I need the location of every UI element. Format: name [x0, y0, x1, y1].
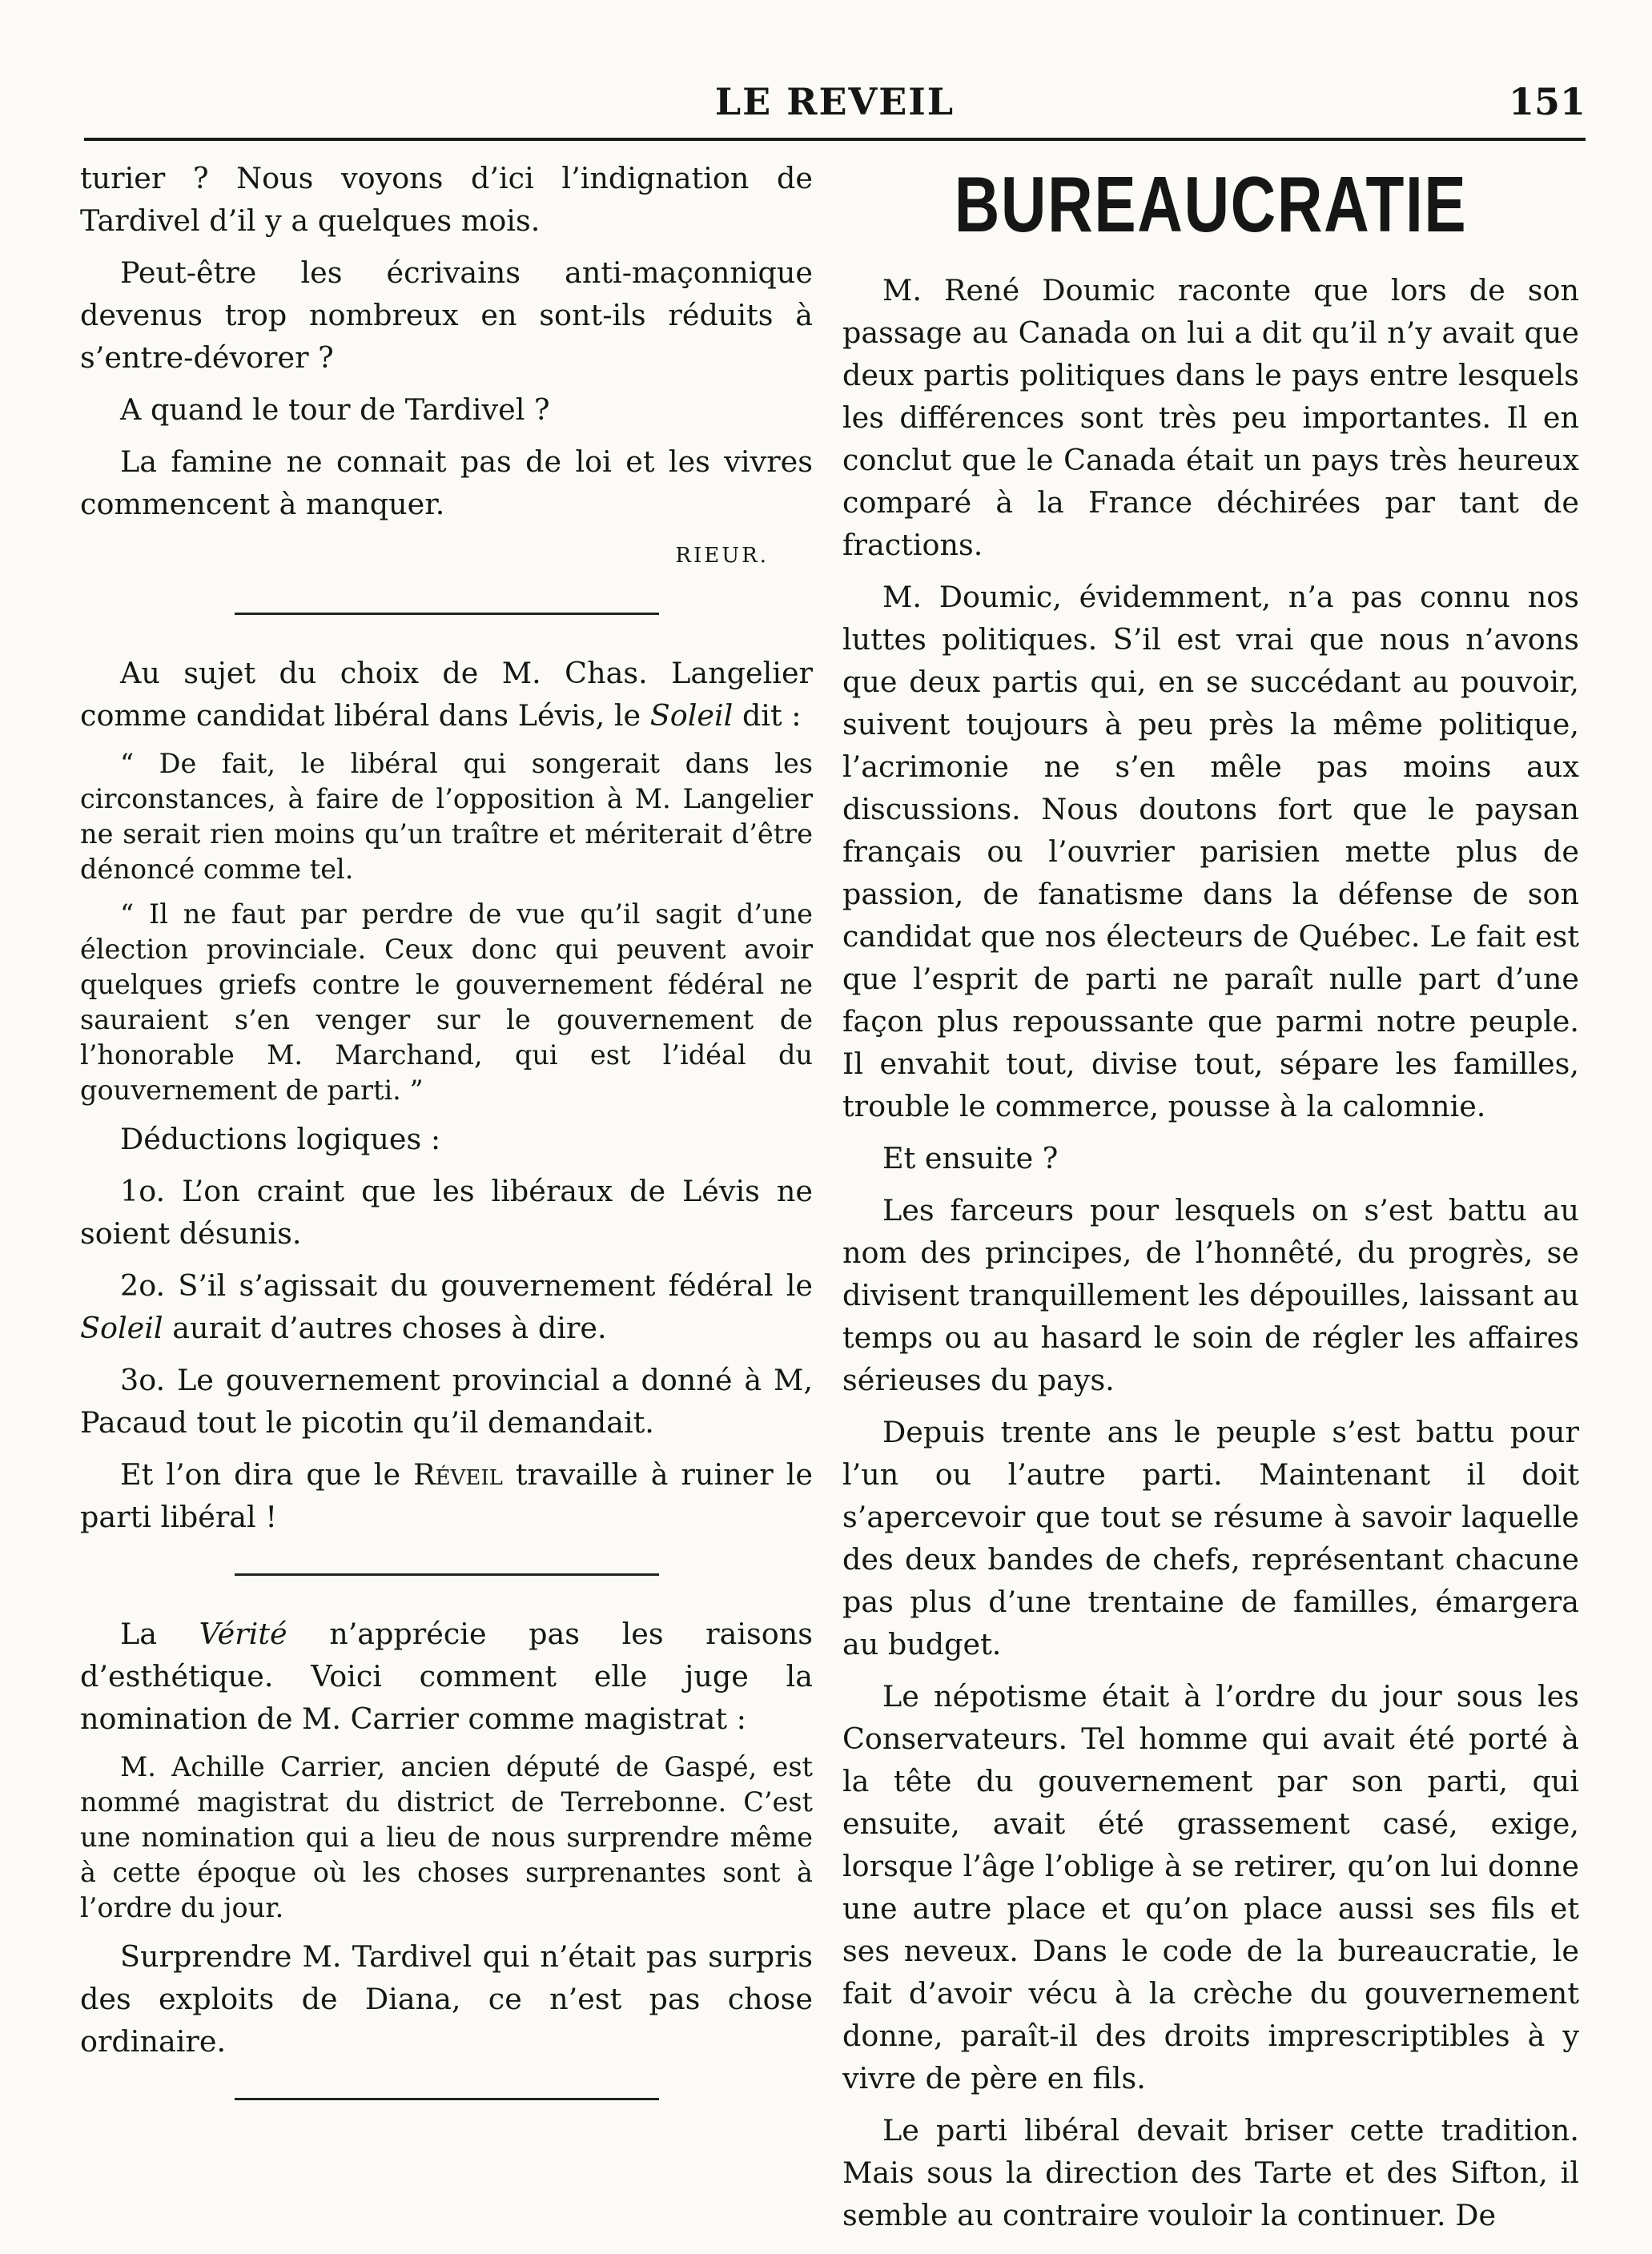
signature: RIEUR. — [675, 544, 769, 568]
paragraph: Peut-être les écrivains anti-maçonnique devenus trop nombreux en sont-ils réduits à s’entre-dévorer ? — [80, 255, 813, 375]
paragraph — [80, 1453, 813, 1538]
running-header — [84, 74, 1586, 136]
newspaper-name: Soleil — [80, 1311, 163, 1345]
running-title: LE REVEIL — [714, 80, 955, 123]
paragraph: Depuis trente ans le peuple s’est battu pour l’un ou l’autre parti. Maintenant il doit s’apercevoir que tout se résume à savoir laquelle des deux bandes de chefs, représentant chacune pas plus d’une trentaine de familles, émargera au budget. — [842, 1415, 1579, 1661]
text-run: n’apprécie pas les raisons d’esthétique. Voici comment elle juge la nomination de M. Carrier comme magistrat : — [80, 1617, 813, 1736]
paragraph: M. René Doumic raconte que lors de son passage au Canada on lui a dit qu’il n’y avait que deux partis politiques dans le pays entre lesquels les différences sont très peu importantes. Il en conclut que le Canada était un pays très heureux comparé à la France déchirées par tant de fractions. — [842, 273, 1579, 562]
separator-rule — [235, 613, 659, 615]
text-run: aurait d’autres choses à dire. — [172, 1311, 607, 1345]
separator-rule — [235, 2098, 659, 2100]
text-run: 2o. S’il s’agissait du gouvernement fédéral le — [120, 1268, 813, 1303]
paragraph — [80, 1613, 813, 1740]
paragraph — [80, 652, 813, 737]
newspaper-name: Soleil — [649, 698, 734, 733]
paragraph: 1o. L’on craint que les libéraux de Lévis ne soient désunis. — [80, 1174, 813, 1251]
paragraph: 3o. Le gouvernement provincial a donné à M, Pacaud tout le picotin qu’il demandait. — [80, 1363, 813, 1440]
right-column — [842, 157, 1579, 2246]
quote-paragraph: “ Il ne faut par perdre de vue qu’il sagit d’une élection provinciale. Ceux donc qui peuvent avoir quelques griefs contre le gouvernement fédéral ne sauraient s’en venger sur le gouvernement de l’honorable M. Marchand, qui est l’idéal du gouvernement de parti. ” — [80, 898, 813, 1106]
paragraph: M. Doumic, évidemment, n’a pas connu nos luttes politiques. S’il est vrai que nous n’avons que deux partis qui, en se succédant au pouvoir, suivent toujours à peu près la même politique, l’acrimonie ne s’en mêle pas moins aux discussions. Nous doutons fort que le paysan français ou l’ouvrier parisien mette plus de passion, de fanatisme dans la défense de son candidat que nos électeurs de Québec. Le fait est que l’esprit de parti ne paraît nulle part d’une façon plus repoussante que parmi notre peuple. Il envahit tout, divise tout, sépare les familles, trouble le commerce, pousse à la calomnie. — [842, 580, 1579, 1123]
paragraph — [80, 1264, 813, 1349]
paragraph: La famine ne connait pas de loi et les vivres commencent à manquer. — [80, 444, 813, 521]
text-run: Au sujet du choix de M. Chas. Langelier comme candidat libéral dans Lévis, le — [80, 656, 813, 733]
paragraph: Le népotisme était à l’ordre du jour sous les Conservateurs. Tel homme qui avait été porté à la tête du gouvernement par son parti, qui ensuite, avait été grassement casé, exige, lorsque l’âge l’oblige à se retirer, qu’on lui donne une autre place et qu’on place aussi ses fils et ses neveux. Dans le code de la bureaucratie, le fait d’avoir vécu à la crèche du gouvernement donne, paraît-il des droits imprescriptibles à y vivre de père en fils. — [842, 1679, 1579, 2095]
text-run: La — [120, 1617, 157, 1651]
newspaper-name: Vérité — [199, 1617, 287, 1651]
paragraph: Déductions logiques : — [120, 1122, 441, 1156]
article-title: BUREAUCRATIE — [954, 160, 1468, 248]
left-column — [80, 157, 813, 2137]
separator-rule — [235, 1573, 659, 1576]
quote-paragraph: M. Achille Carrier, ancien député de Gaspé, est nommé magistrat du district de Terrebonne. C’est une nomination qui a lieu de nous surprendre même à cette époque où les choses surprenantes sont à l’ordre du jour. — [80, 1751, 813, 1923]
paragraph: turier ? Nous voyons d’ici l’indignation de Tardivel d’il y a quelques mois. — [80, 161, 813, 238]
paragraph: Le parti libéral devait briser cette tradition. Mais sous la direction des Tarte et des Sifton, il semble au contraire vouloir la continuer. De — [842, 2113, 1579, 2232]
text-run: Et l’on dira que le — [120, 1457, 401, 1492]
text-run: travaille à ruiner le parti libéral ! — [80, 1457, 814, 1534]
paragraph: Et ensuite ? — [882, 1141, 1059, 1175]
paragraph: Les farceurs pour lesquels on s’est battu au nom des principes, de l’honnêté, du progrès, se divisent tranquillement les dépouilles, laissant au temps ou au hasard le soin de régler les affaires sérieuses du pays. — [842, 1193, 1579, 1397]
page-number: 151 — [1508, 80, 1586, 123]
paragraph: A quand le tour de Tardivel ? — [120, 392, 550, 427]
text-run: dit : — [742, 698, 802, 733]
header-rule — [84, 138, 1586, 141]
newspaper-name: Réveil — [413, 1457, 503, 1492]
paragraph: Surprendre M. Tardivel qui n’était pas surpris des exploits de Diana, ce n’est pas chose ordinaire. — [80, 1939, 813, 2059]
quote-paragraph: “ De fait, le libéral qui songerait dans les circonstances, à faire de l’opposition à M. Langelier ne serait rien moins qu’un traître et mériterait d’être dénoncé comme tel. — [80, 748, 813, 885]
